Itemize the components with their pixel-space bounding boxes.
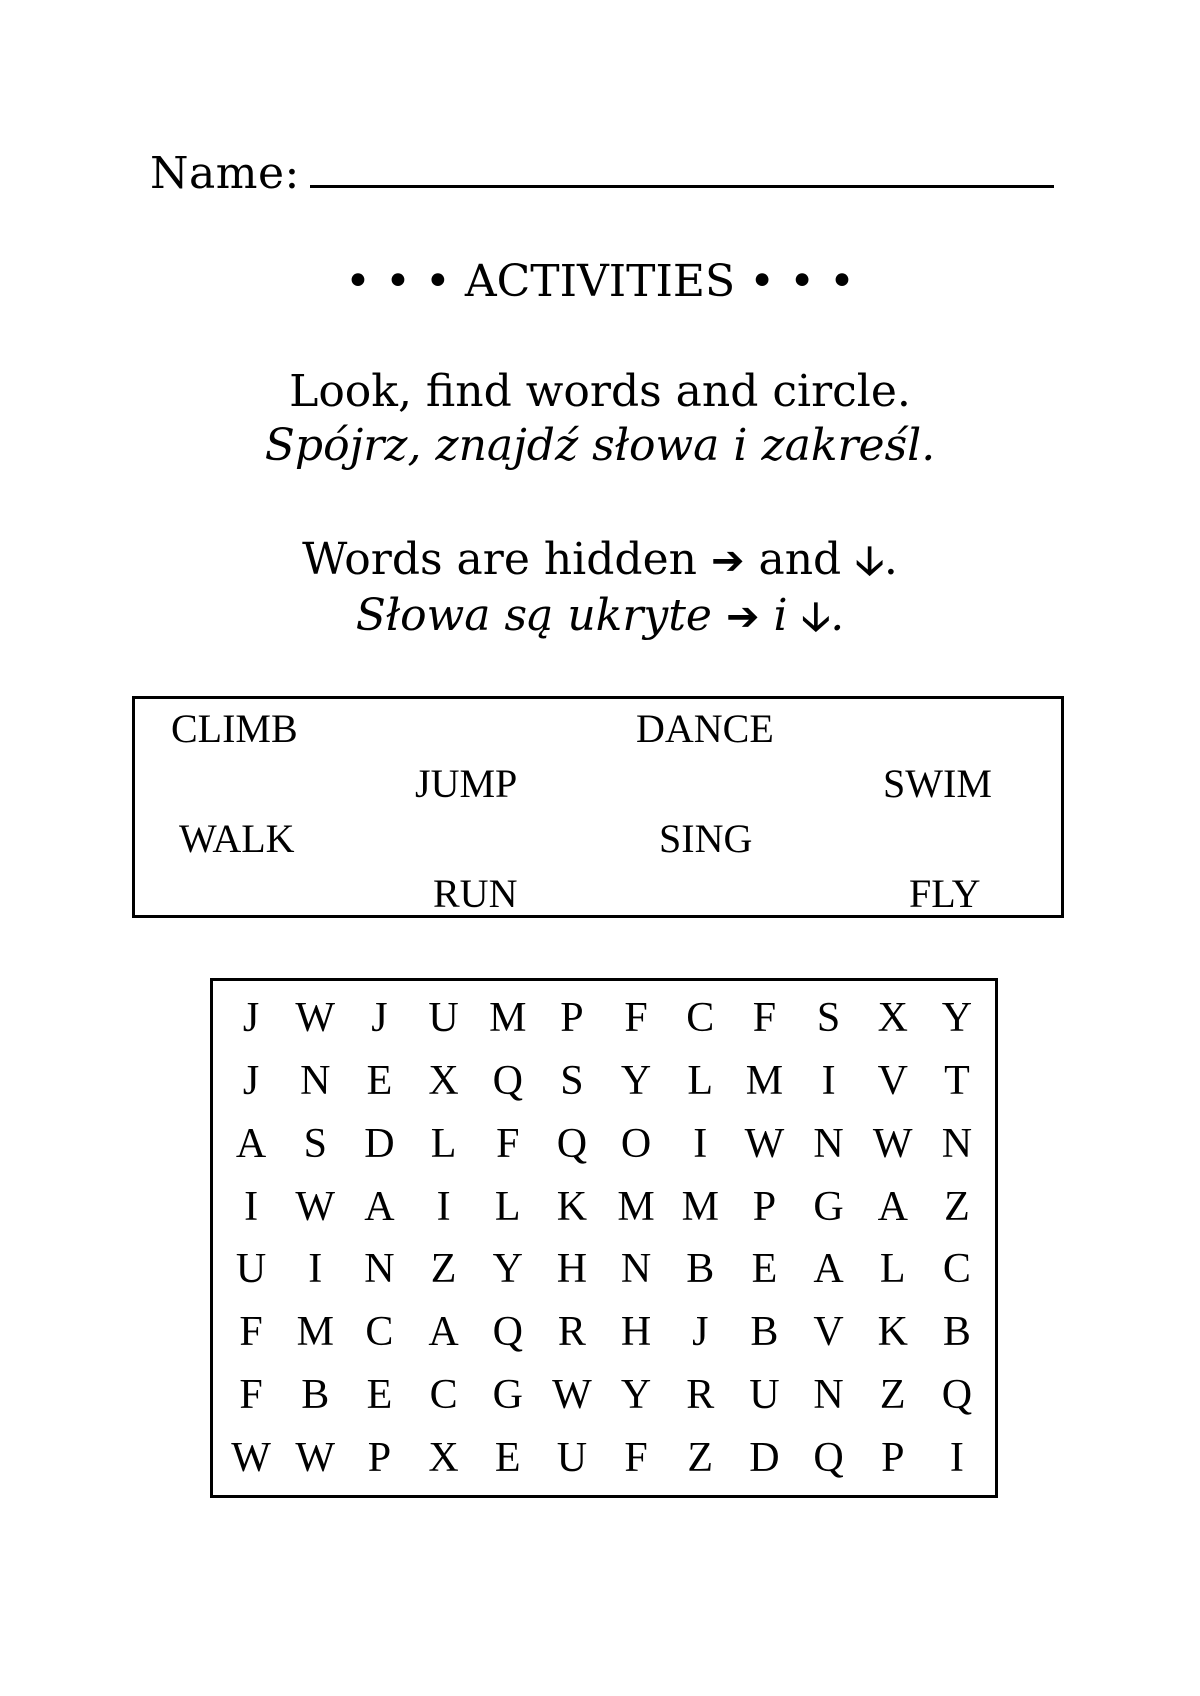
grid-letter[interactable]: M	[617, 1183, 655, 1230]
grid-letter[interactable]: Z	[879, 1371, 906, 1418]
word-list-item: SING	[659, 816, 753, 861]
grid-letter[interactable]: B	[750, 1309, 779, 1356]
grid-letter[interactable]: Q	[556, 1120, 588, 1167]
grid-letter[interactable]: C	[942, 1246, 971, 1293]
grid-letter[interactable]: I	[693, 1120, 708, 1167]
grid-letter[interactable]: B	[942, 1309, 971, 1356]
grid-letter[interactable]: M	[489, 995, 527, 1042]
grid-letter[interactable]: P	[752, 1183, 777, 1230]
grid-letter[interactable]: U	[749, 1371, 780, 1418]
grid-letter[interactable]: F	[624, 995, 648, 1042]
grid-letter[interactable]: J	[692, 1309, 709, 1356]
grid-letter[interactable]: Q	[492, 1309, 523, 1356]
grid-letter[interactable]: Y	[620, 1371, 652, 1418]
grid-letter[interactable]: A	[813, 1246, 844, 1293]
grid-letter[interactable]: A	[877, 1183, 908, 1230]
word-list-item: WALK	[179, 816, 295, 861]
grid-letter[interactable]: C	[365, 1309, 394, 1356]
grid-letter[interactable]: A	[428, 1309, 459, 1356]
grid-letter[interactable]: Y	[941, 995, 973, 1042]
grid-letter[interactable]: Q	[492, 1058, 523, 1105]
grid-letter[interactable]: L	[430, 1120, 457, 1167]
word-search-grid	[210, 978, 998, 1498]
grid-letter[interactable]: J	[242, 995, 260, 1042]
instruction-en-2-and: and	[744, 534, 856, 585]
instruction-pl-2-text: Słowa są ukryte	[355, 590, 726, 641]
word-search-cells	[219, 987, 989, 1489]
grid-letter[interactable]: G	[492, 1371, 523, 1418]
instruction-en-1: Look, find words and circle.	[289, 366, 911, 417]
grid-letter[interactable]: O	[620, 1120, 652, 1167]
grid-letter[interactable]: N	[813, 1371, 844, 1418]
name-label: Name:	[150, 148, 300, 199]
activities-heading: • • • ACTIVITIES • • •	[345, 256, 855, 307]
word-list-box	[132, 696, 1064, 918]
grid-letter[interactable]: E	[494, 1434, 521, 1481]
instruction-pl-1: Spójrz, znajdź słowa i zakreśl.	[264, 420, 936, 471]
grid-letter[interactable]: J	[371, 995, 388, 1042]
grid-letter[interactable]: W	[295, 1183, 336, 1230]
arrow-right-icon: ➔	[725, 594, 760, 640]
grid-letter[interactable]: W	[295, 1434, 336, 1481]
grid-letter[interactable]: U	[556, 1434, 588, 1481]
grid-letter[interactable]: R	[557, 1309, 586, 1356]
grid-letter[interactable]: M	[681, 1183, 719, 1230]
grid-letter[interactable]: T	[944, 1058, 970, 1105]
name-blank-line	[310, 151, 1054, 188]
grid-letter[interactable]: I	[821, 1058, 836, 1105]
grid-letter[interactable]: P	[881, 1434, 905, 1481]
word-list-item: FLY	[909, 871, 981, 916]
grid-letter[interactable]: Q	[941, 1371, 973, 1418]
grid-letter[interactable]: V	[813, 1309, 844, 1356]
grid-letter[interactable]: U	[428, 995, 459, 1042]
arrow-down-icon: 🡣	[801, 594, 831, 640]
grid-letter[interactable]: E	[751, 1246, 778, 1293]
grid-letter[interactable]: Z	[687, 1434, 714, 1481]
grid-letter[interactable]: C	[686, 995, 715, 1042]
grid-letter[interactable]: N	[813, 1120, 844, 1167]
grid-letter[interactable]: Z	[430, 1246, 457, 1293]
grid-letter[interactable]: L	[879, 1246, 906, 1293]
grid-letter[interactable]: I	[949, 1434, 964, 1481]
grid-letter[interactable]: S	[303, 1120, 327, 1167]
grid-letter[interactable]: V	[877, 1058, 908, 1105]
instruction-pl-2-and: i	[759, 590, 802, 641]
grid-letter[interactable]: W	[872, 1120, 913, 1167]
grid-letter[interactable]: M	[745, 1058, 784, 1105]
word-list-item: JUMP	[415, 761, 518, 806]
word-list-item: RUN	[433, 871, 518, 916]
grid-letter[interactable]: E	[366, 1058, 393, 1105]
grid-letter[interactable]: U	[235, 1246, 267, 1293]
grid-letter[interactable]: F	[239, 1371, 263, 1418]
grid-letter[interactable]: W	[231, 1434, 271, 1481]
word-list-item: DANCE	[636, 706, 774, 751]
grid-letter[interactable]: G	[813, 1183, 844, 1230]
word-list-item: CLIMB	[171, 706, 298, 751]
instruction-en-2-text: Words are hidden	[302, 534, 711, 585]
grid-letter[interactable]: F	[624, 1434, 648, 1481]
grid-letter[interactable]: C	[429, 1371, 458, 1418]
grid-letter[interactable]: E	[366, 1371, 393, 1418]
grid-letter[interactable]: J	[242, 1058, 260, 1105]
grid-letter[interactable]: N	[300, 1058, 331, 1105]
grid-letter[interactable]: L	[687, 1058, 714, 1105]
instruction-en-2-end: .	[883, 534, 898, 585]
grid-letter[interactable]: I	[436, 1183, 451, 1230]
grid-letter[interactable]: Y	[492, 1246, 523, 1293]
instruction-pl-2-end: .	[830, 590, 845, 641]
grid-letter[interactable]: I	[308, 1246, 323, 1293]
grid-letter[interactable]: Z	[944, 1183, 970, 1230]
grid-letter[interactable]: N	[620, 1246, 652, 1293]
grid-letter[interactable]: I	[244, 1183, 259, 1230]
grid-letter[interactable]: F	[239, 1309, 263, 1356]
grid-letter[interactable]: A	[235, 1120, 267, 1167]
grid-letter[interactable]: F	[496, 1120, 520, 1167]
grid-letter[interactable]: F	[752, 995, 777, 1042]
grid-letter[interactable]: W	[552, 1371, 592, 1418]
grid-letter[interactable]: X	[877, 995, 908, 1042]
grid-letter[interactable]: M	[296, 1309, 334, 1356]
name-field	[150, 148, 1054, 199]
grid-letter[interactable]: X	[428, 1058, 459, 1105]
grid-letter[interactable]: P	[560, 995, 584, 1042]
word-list-item: SWIM	[883, 761, 992, 806]
grid-letter[interactable]: N	[364, 1246, 395, 1293]
grid-letter[interactable]: L	[494, 1183, 521, 1230]
grid-letter[interactable]: H	[620, 1309, 652, 1356]
grid-letter[interactable]: K	[556, 1183, 588, 1230]
grid-letter[interactable]: W	[744, 1120, 785, 1167]
grid-letter[interactable]: B	[686, 1246, 715, 1293]
grid-letter[interactable]: K	[877, 1309, 908, 1356]
grid-letter[interactable]: H	[556, 1246, 588, 1293]
grid-letter[interactable]: B	[301, 1371, 330, 1418]
instruction-pl-2	[0, 588, 1200, 656]
grid-letter[interactable]: W	[295, 995, 336, 1042]
grid-letter[interactable]: P	[367, 1434, 392, 1481]
grid-letter[interactable]: Y	[620, 1058, 652, 1105]
grid-letter[interactable]: D	[364, 1120, 395, 1167]
grid-letter[interactable]: D	[749, 1434, 780, 1481]
grid-letter[interactable]: S	[560, 1058, 584, 1105]
grid-letter[interactable]: X	[428, 1434, 459, 1481]
grid-letter[interactable]: N	[941, 1120, 973, 1167]
grid-letter[interactable]: S	[816, 995, 841, 1042]
grid-letter[interactable]: A	[364, 1183, 395, 1230]
arrow-right-icon: ➔	[710, 538, 745, 584]
grid-letter[interactable]: R	[686, 1371, 715, 1418]
arrow-down-icon: 🡣	[855, 538, 884, 584]
grid-letter[interactable]: Q	[813, 1434, 844, 1481]
